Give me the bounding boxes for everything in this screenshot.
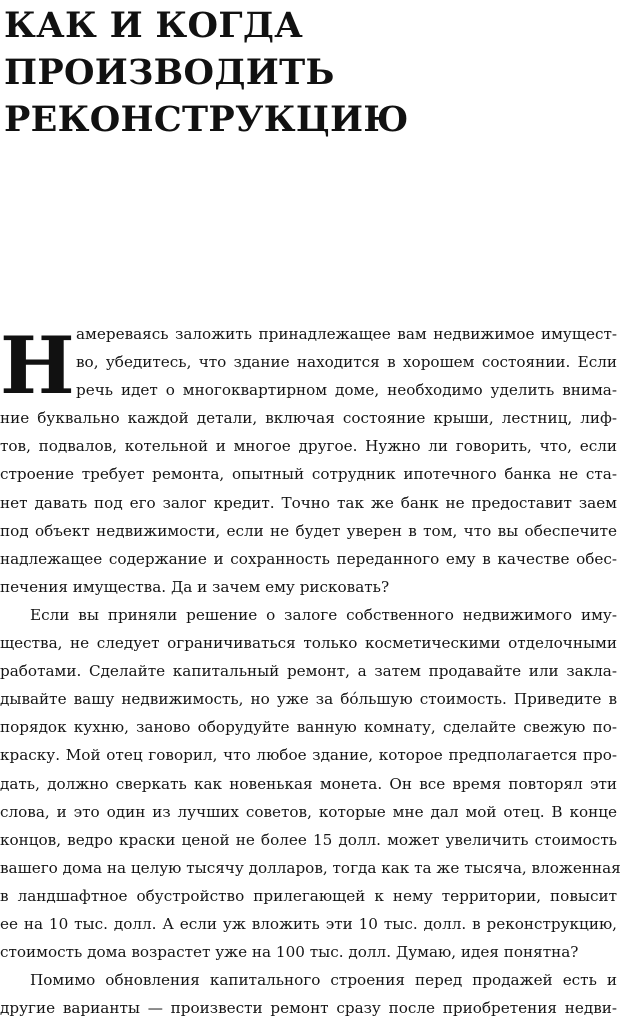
chapter-title: [4, 2, 409, 143]
text-line: во, убедитесь, что здание находится в хорошем состоянии. Если: [76, 353, 617, 372]
text-line: тов, подвалов, котельной и многое другое. Нужно ли говорить, что, если: [0, 437, 617, 456]
body-text: [0, 319, 621, 1022]
drop-cap: Н: [0, 319, 75, 412]
text-line: надлежащее содержание и сохранность переданного ему в качестве обес-: [0, 549, 617, 568]
text-line: вашего дома на целую тысячу долларов, тогда как та же тысяча, вложенная: [0, 858, 621, 877]
chapter-title-line-1: КАК И КОГДА: [4, 5, 304, 46]
text-line: ние буквально каждой детали, включая состояние крыши, лестниц, лиф-: [0, 409, 617, 428]
text-line: строение требует ремонта, опытный сотрудник ипотечного банка не ста-: [0, 465, 617, 484]
text-line: речь идет о многоквартирном доме, необходимо уделить внима-: [76, 381, 617, 400]
text-line: Помимо обновления капитального строения перед продажей есть и: [30, 971, 617, 990]
text-line: ее на 10 тыс. долл. А если уж вложить эти 10 тыс. долл. в реконструкцию,: [0, 914, 617, 933]
text-line: слова, и это один из лучших советов, которые мне дал мой отец. В конце: [0, 802, 617, 821]
text-line: нет давать под его залог кредит. Точно так же банк не предоставит заем: [0, 493, 617, 512]
text-line: работами. Сделайте капитальный ремонт, а затем продавайте или закла-: [0, 662, 617, 681]
chapter-title-line-3: РЕКОНСТРУКЦИЮ: [4, 99, 409, 140]
text-line: в ландшафтное обустройство прилегающей к нему территории, повысит: [0, 886, 617, 905]
text-line: краску. Мой отец говорил, что любое здание, которое предполагается про-: [0, 746, 617, 765]
text-line: концов, ведро краски ценой не более 15 долл. может увеличить стоимость: [0, 830, 617, 849]
text-line: Если вы приняли решение о залоге собственного недвижимого иму-: [30, 605, 617, 624]
text-line: щества, не следует ограничиваться только косметическими отделочными: [0, 634, 617, 653]
text-line: порядок кухню, заново оборудуйте ванную комнату, сделайте свежую по-: [0, 718, 617, 737]
text-line: стоимость дома возрастет уже на 100 тыс. долл. Думаю, идея понятна?: [0, 943, 579, 962]
text-line: другие варианты — произвести ремонт сразу после приобретения недви-: [0, 999, 617, 1018]
chapter-title-line-2: ПРОИЗВОДИТЬ: [4, 52, 335, 93]
text-line: под объект недвижимости, если не будет уверен в том, что вы обеспечите: [0, 521, 617, 540]
text-line: печения имущества. Да и зачем ему рисковать?: [0, 577, 390, 596]
text-line: дывайте вашу недвижимость, но уже за бóльшую стоимость. Приведите в: [0, 690, 617, 709]
text-line: дать, должно сверкать как новенькая монета. Он все время повторял эти: [0, 774, 617, 793]
text-line: амереваясь заложить принадлежащее вам недвижимое имущест-: [76, 325, 617, 343]
